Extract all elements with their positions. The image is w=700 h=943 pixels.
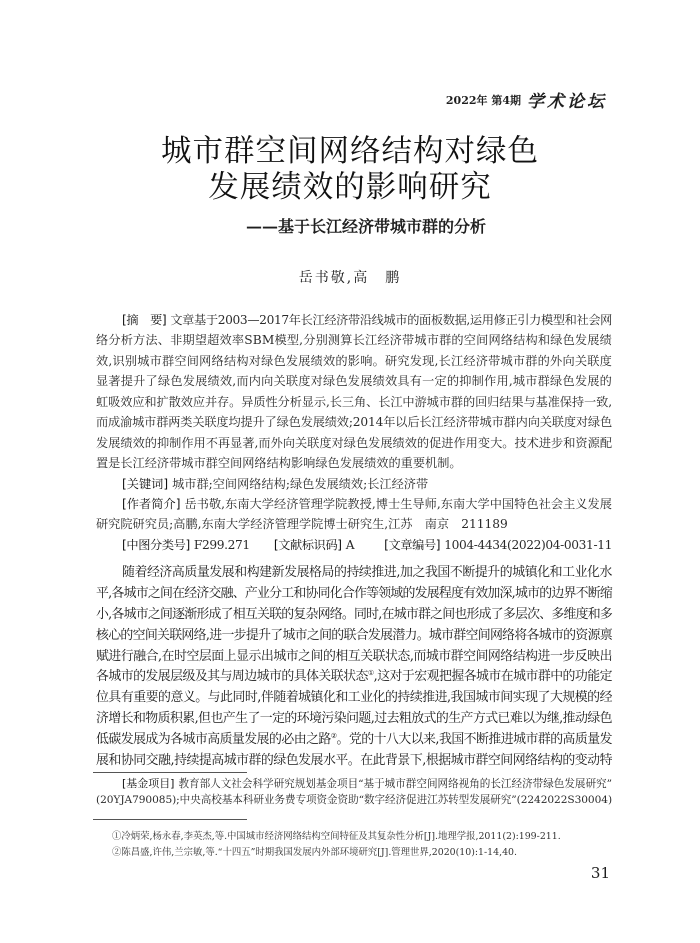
journal-header: [446, 87, 607, 112]
fund-section: [96, 775, 612, 809]
body-line: [96, 605, 612, 626]
abstract-section: [96, 310, 612, 555]
line-text: 核心的空间关联网络,进一步提升了城市之间的联合发展潜力。城市群空间网络将各城市的资源禀: [96, 627, 613, 643]
line-text: 济增长和物质积累,但也产生了一定的环境污染问题,过去粗放式的生产方式已难以为继,推动绿色: [96, 711, 612, 727]
footnote-ref: ②: [330, 732, 337, 741]
doc-code-label: [文献标识码]: [273, 537, 342, 552]
classification-line: [96, 535, 612, 555]
abstract-line: [96, 453, 612, 473]
body-text: [96, 563, 612, 772]
line-text: ,这对于宏观把握各城市在城市群中的功能定: [373, 669, 612, 685]
body-line: [96, 647, 612, 668]
body-line: [96, 563, 612, 584]
abstract-line: [96, 371, 612, 391]
line-text: 各城市的发展层级及其与周边城市的具体关联状态: [96, 669, 368, 685]
line-text: 发展绩效的抑制作用不再显著,而外向关联度对绿色发展绩效的促进作用变大。技术进步和资源配: [96, 435, 613, 450]
line-text: 虹吸效应和扩散效应并存。异质性分析显示,长三角、长江中游城市群的回归结果与基准保持一致,: [96, 394, 613, 409]
line-text: 教育部人文社会科学研究规划基金项目“基于城市群空间网络视角的长江经济带绿色发展研究”: [178, 778, 613, 790]
abstract-line: [96, 392, 612, 412]
footnotes: [112, 829, 612, 861]
authors: 岳书敬,高 鹏: [298, 270, 402, 286]
line-text: 位具有重要的意义。与此同时,伴随着城镇化和工业化的持续推进,我国城市间实现了大规模的经: [96, 690, 612, 706]
footnote-separator: [93, 819, 247, 820]
body-line: [96, 688, 612, 709]
line-text: 。党的十八大以来,我国不断推进城市群的高质量发: [336, 732, 612, 748]
fund-separator: [93, 772, 247, 773]
abstract-line: [96, 494, 612, 514]
line-text: ①冷炳荣,杨永春,李英杰,等.中国城市经济网络结构空间特征及其复杂性分析[J].地理学报,2011(2):199-211.: [112, 831, 561, 842]
line-text: 而成渝城市群两类关联度均提升了绿色发展绩效;2014年以后长江经济带城市群内向关联度对绿色: [96, 415, 613, 430]
section-label: [作者简介]: [122, 496, 181, 511]
line-text: 络分析方法、非期望超效率SBM模型,分别测算长江经济带城市群的空间网络结构和绿色发展绩: [96, 333, 612, 348]
doc-code-value: A: [345, 537, 355, 552]
footnote-ref: ①: [367, 669, 374, 678]
issue-label: 2022年 第4期: [445, 93, 521, 107]
line-text: 赋进行融合,在时空层面上显示出城市之间的相互关联状态,而城市群空间网络结构进一步反映出: [96, 648, 612, 664]
line-text: 效,识别城市群空间网络结构对绿色发展绩效的影响。研究发现,长江经济带城市群的外向关联度: [96, 353, 612, 368]
abstract-line: [96, 310, 612, 330]
title-line-2: 发展绩效的影响研究: [208, 170, 492, 205]
line-text: 展和协同交融,持续提高城市群的绿色发展水平。在此背景下,根据城市群空间网络结构的变动特: [96, 753, 612, 769]
abstract-line: [96, 433, 612, 453]
page-title: [0, 134, 700, 206]
title-line-1: 城市群空间网络结构对绿色: [161, 134, 539, 169]
line-text: 显著提升了绿色发展绩效,而内向关联度对绿色发展绩效具有一定的抑制作用,城市群绿色发展的: [96, 374, 612, 389]
clc-value: F299.271: [193, 537, 250, 552]
body-line: [96, 667, 612, 688]
abstract-line: [96, 330, 612, 350]
article-number-label: [文章编号]: [384, 537, 441, 552]
line-text: 文章基于2003—2017年长江经济带沿线城市的面板数据,运用修正引力模型和社会网: [170, 313, 613, 327]
body-line: [96, 730, 612, 751]
line-text: 平,各城市之间在经济交融、产业分工和协同化合作等领域的发展程度有效加深,城市的边界不断缩: [96, 585, 612, 601]
article-number-value: 1004-4434(2022)04-0031-11: [444, 537, 612, 552]
section-label: [关键词]: [122, 476, 169, 491]
footnote: [112, 829, 612, 845]
fund-line: [96, 792, 612, 809]
subtitle: ——基于长江经济带城市群的分析: [245, 217, 486, 236]
body-line: [96, 709, 612, 730]
abstract-line: [96, 351, 612, 371]
line-text: (20YJA790085);中央高校基本科研业务费专项资金资助“数字经济促进江苏转型发展研究”(2242022S30004): [96, 794, 613, 806]
page-number: 31: [590, 864, 610, 882]
line-text: 岳书敬,东南大学经济管理学院教授,博士生导师,东南大学中国特色社会主义发展: [184, 496, 612, 511]
fund-line: [96, 775, 612, 792]
body-line: [96, 751, 612, 772]
clc-label: [中图分类号]: [122, 537, 190, 552]
footnote: [112, 845, 612, 861]
line-text: 置是长江经济带城市群空间网络结构影响绿色发展绩效的重要机制。: [96, 456, 462, 471]
line-text: 随着经济高质量发展和构建新发展格局的持续推进,加之我国不断提升的城镇化和工业化水: [122, 565, 612, 580]
abstract-line: [96, 514, 612, 534]
section-label: [摘 要]: [122, 313, 167, 327]
abstract-line: [96, 412, 612, 432]
journal-logo: 学术论坛: [527, 92, 607, 112]
line-text: 研究院研究员;高鹏,东南大学经济管理学院博士研究生,江苏 南京 211189: [96, 517, 508, 532]
body-line: [96, 626, 612, 647]
abstract-line: [96, 474, 612, 494]
section-label: [基金项目]: [122, 777, 175, 790]
line-text: ②陈昌盛,许伟,兰宗敏,等.“十四五”时期我国发展内外部环境研究[J].管理世界,2020(10):1-14,40.: [112, 847, 518, 858]
line-text: 低碳发展成为各城市高质量发展的必由之路: [96, 732, 331, 748]
line-text: 小,各城市之间逐渐形成了相互关联的复杂网络。同时,在城市群之间也形成了多层次、多维度和多: [96, 606, 612, 622]
body-line: [96, 584, 612, 605]
line-text: 城市群;空间网络结构;绿色发展绩效;长江经济带: [172, 476, 429, 491]
